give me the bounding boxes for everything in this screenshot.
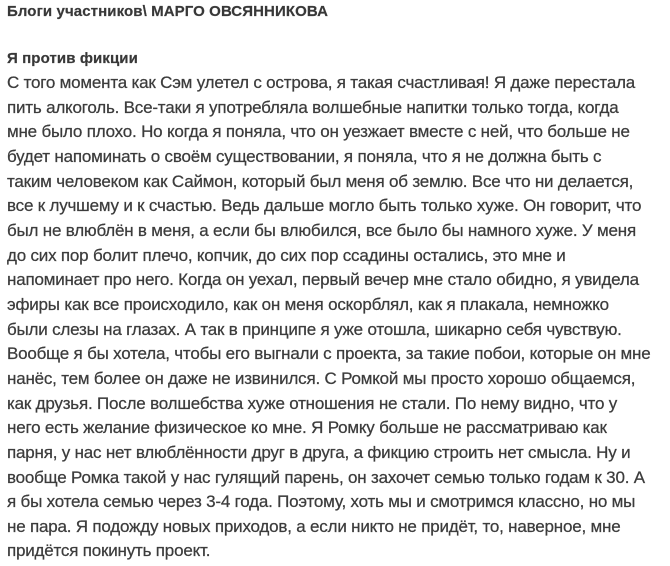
post-body-line: придётся покинуть проект.: [7, 541, 211, 561]
breadcrumb[interactable]: Блоги участников\ МАРГО ОВСЯННИКОВА: [7, 3, 329, 20]
post-body-line: вообще Ромка такой у нас гулящий парень, он захочет семью только годам к 30. А: [7, 467, 645, 487]
post-title: Я против фикции: [7, 50, 138, 67]
post-body-line: мне было плохо. Но когда я поняла, что он уезжает вместе с ней, что больше не: [7, 122, 630, 142]
post-body-line: пить алкоголь. Все-таки я употребляла волшебные напитки только тогда, когда: [7, 97, 619, 117]
post-body-line: эфиры как все происходило, как он меня оскорблял, как я плакала, немножко: [7, 294, 609, 314]
post-body-line: до сих пор болит плечо, копчик, до сих пор ссадины остались, это мне и: [7, 245, 566, 265]
post-body-line: таким человеком как Саймон, который был меня об землю. Все что ни делается,: [7, 171, 634, 191]
post-body-line: все к лучшему и к счастью. Ведь дальше могло быть только хуже. Он говорит, что: [7, 196, 642, 216]
post-body-line: парня, у нас нет влюблённости друг в друга, а фикцию строить нет смысла. Ну и: [7, 442, 631, 462]
post-body-line: как друзья. После волшебства хуже отношения не стали. По нему видно, что у: [7, 393, 618, 413]
post-body-line: нанёс, тем более он даже не извинился. С Ромкой мы просто хорошо общаемся,: [7, 368, 636, 388]
post-body-line: С того момента как Сэм улетел с острова, я такая счастливая! Я даже перестала: [7, 73, 636, 92]
post-body-line: я бы хотела семью через 3-4 года. Поэтому, хоть мы и смотримся классно, но мы: [7, 492, 636, 512]
post-body-line: были слезы на глазах. А так в принципе я уже отошла, шикарно себя чувствую.: [7, 319, 622, 339]
post-body-line: напоминает про него. Когда он уехал, первый вечер мне стало обидно, я увидела: [7, 270, 639, 290]
post-body-line: Вообще я бы хотела, чтобы его выгнали с проекта, за такие побои, которые он мне: [7, 344, 651, 364]
post-body: [7, 71, 670, 564]
post-body-line: не пара. Я подожду новых приходов, а если никто не придёт, то, наверное, мне: [7, 516, 621, 536]
post-body-line: был не влюблён в меня, а если бы влюбился, все было бы намного хуже. У меня: [7, 220, 636, 240]
post-body-line: будет напоминать о своём существовании, я поняла, что я не должна быть с: [7, 146, 602, 166]
post-body-line: него есть желание физическое ко мне. Я Ромку больше не рассматриваю как: [7, 418, 607, 438]
